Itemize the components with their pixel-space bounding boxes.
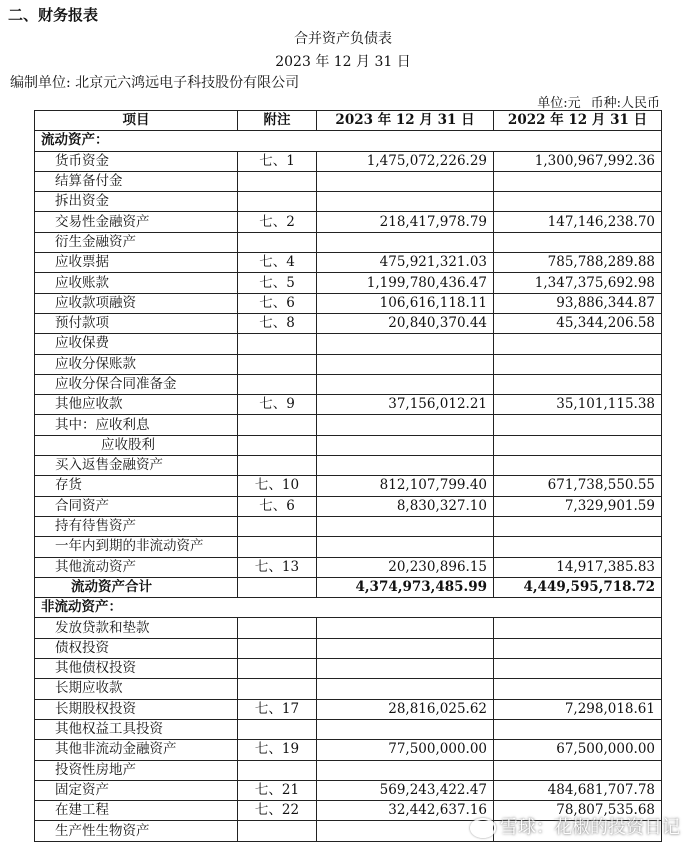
row-item-label: 投资性房地产 [35, 760, 238, 780]
row-item-label: 在建工程 [35, 801, 238, 821]
row-note: 七、22 [238, 801, 317, 821]
table-row [35, 253, 662, 273]
row-value-2023 [317, 374, 494, 394]
table-row [35, 354, 662, 374]
table-row [35, 293, 662, 313]
table-row [35, 516, 662, 536]
row-note: 七、8 [238, 313, 317, 333]
row-note [238, 374, 317, 394]
row-value-2022: 93,886,344.87 [494, 293, 662, 313]
row-item-label: 结算备付金 [35, 171, 238, 191]
row-item-label: 债权投资 [35, 638, 238, 658]
table-row [35, 719, 662, 739]
subtotal-row [35, 577, 662, 597]
row-value-2023: 569,243,422.47 [317, 780, 494, 800]
table-row [35, 618, 662, 638]
table-row [35, 537, 662, 557]
row-item-label: 应收分保合同准备金 [35, 374, 238, 394]
row-note [238, 354, 317, 374]
row-value-2022 [494, 131, 662, 151]
row-value-2023: 106,616,118.11 [317, 293, 494, 313]
row-value-2023: 20,230,896.15 [317, 557, 494, 577]
row-value-2022 [494, 354, 662, 374]
row-value-2022 [494, 618, 662, 638]
row-value-2022: 7,329,901.59 [494, 496, 662, 516]
row-item-label: 非流动资产： [35, 598, 238, 618]
table-row [35, 171, 662, 191]
unit-label: 单位:元 [537, 96, 581, 111]
category-row [35, 598, 662, 618]
table-row [35, 313, 662, 333]
row-note [238, 719, 317, 739]
row-value-2022: 4,449,595,718.72 [494, 577, 662, 597]
row-value-2022 [494, 638, 662, 658]
row-value-2023 [317, 192, 494, 212]
row-note [238, 659, 317, 679]
row-value-2022 [494, 334, 662, 354]
row-value-2023: 812,107,799.40 [317, 476, 494, 496]
table-row [35, 659, 662, 679]
row-value-2022: 671,738,550.55 [494, 476, 662, 496]
row-value-2022 [494, 598, 662, 618]
row-value-2023 [317, 415, 494, 435]
row-value-2023 [317, 354, 494, 374]
row-item-label: 其他权益工具投资 [35, 719, 238, 739]
row-value-2023 [317, 171, 494, 191]
row-value-2022 [494, 192, 662, 212]
row-value-2022: 484,681,707.78 [494, 780, 662, 800]
row-item-label: 交易性金融资产 [35, 212, 238, 232]
row-item-label: 固定资产 [35, 780, 238, 800]
row-value-2022: 1,300,967,992.36 [494, 151, 662, 171]
row-item-label: 长期股权投资 [35, 699, 238, 719]
row-item-label: 应收股利 [35, 435, 238, 455]
row-value-2023 [317, 435, 494, 455]
balance-sheet-table [34, 110, 662, 842]
statement-date: 2023 年 12 月 31 日 [275, 54, 411, 70]
row-value-2022 [494, 679, 662, 699]
section-title: 二、财务报表 [8, 6, 99, 24]
table-row [35, 374, 662, 394]
row-note: 七、2 [238, 212, 317, 232]
table-row [35, 699, 662, 719]
row-item-label: 应收款项融资 [35, 293, 238, 313]
header-2022: 2022 年 12 月 31 日 [494, 111, 662, 131]
table-row [35, 740, 662, 760]
row-value-2023: 28,816,025.62 [317, 699, 494, 719]
row-value-2023: 20,840,370.44 [317, 313, 494, 333]
table-row [35, 476, 662, 496]
row-note [238, 760, 317, 780]
row-note [238, 192, 317, 212]
row-value-2023 [317, 598, 494, 618]
row-note [238, 516, 317, 536]
row-value-2023: 475,921,321.03 [317, 253, 494, 273]
row-value-2022: 14,917,385.83 [494, 557, 662, 577]
row-note [238, 232, 317, 252]
row-item-label: 应收账款 [35, 273, 238, 293]
table-row [35, 232, 662, 252]
table-row [35, 780, 662, 800]
row-value-2022 [494, 374, 662, 394]
row-value-2023 [317, 618, 494, 638]
header-item: 项目 [35, 111, 238, 131]
table-row [35, 192, 662, 212]
row-value-2022 [494, 456, 662, 476]
row-value-2023 [317, 456, 494, 476]
row-note: 七、19 [238, 740, 317, 760]
row-item-label: 持有待售资产 [35, 516, 238, 536]
row-note: 七、6 [238, 293, 317, 313]
row-note: 七、17 [238, 699, 317, 719]
row-value-2023: 218,417,978.79 [317, 212, 494, 232]
row-value-2023: 8,830,327.10 [317, 496, 494, 516]
row-item-label: 其他流动资产 [35, 557, 238, 577]
reporting-entity: 编制单位: 北京元六鸿远电子科技股份有限公司 [10, 75, 300, 91]
row-value-2023 [317, 638, 494, 658]
header-2023: 2023 年 12 月 31 日 [317, 111, 494, 131]
row-item-label: 一年内到期的非流动资产 [35, 537, 238, 557]
currency-label: 币种:人民币 [590, 96, 660, 111]
row-note [238, 679, 317, 699]
row-note: 七、6 [238, 496, 317, 516]
row-value-2023 [317, 821, 494, 841]
row-item-label: 流动资产： [35, 131, 238, 151]
row-note [238, 598, 317, 618]
row-item-label: 应收分保账款 [35, 354, 238, 374]
table-row [35, 334, 662, 354]
row-item-label: 存货 [35, 476, 238, 496]
row-value-2023 [317, 334, 494, 354]
unit-currency-line [537, 92, 660, 111]
row-value-2022 [494, 719, 662, 739]
row-note: 七、13 [238, 557, 317, 577]
row-value-2022: 35,101,115.38 [494, 395, 662, 415]
row-note [238, 435, 317, 455]
row-value-2022 [494, 171, 662, 191]
table-row [35, 760, 662, 780]
snowball-logo-icon [470, 818, 496, 838]
row-value-2023: 32,442,637.16 [317, 801, 494, 821]
row-note [238, 171, 317, 191]
row-value-2023 [317, 516, 494, 536]
row-note: 七、1 [238, 151, 317, 171]
table-row [35, 679, 662, 699]
row-item-label: 其他债权投资 [35, 659, 238, 679]
row-note [238, 415, 317, 435]
row-value-2023 [317, 232, 494, 252]
row-item-label: 其他应收款 [35, 395, 238, 415]
row-note [238, 821, 317, 841]
table-row [35, 557, 662, 577]
row-value-2023 [317, 537, 494, 557]
row-value-2022 [494, 435, 662, 455]
row-value-2022: 7,298,018.61 [494, 699, 662, 719]
row-value-2022 [494, 537, 662, 557]
row-note [238, 638, 317, 658]
statement-title: 合并资产负债表 [294, 31, 392, 47]
row-value-2023: 77,500,000.00 [317, 740, 494, 760]
row-note [238, 456, 317, 476]
watermark-text: 雪球：花椒的投资日记 [500, 817, 680, 838]
row-value-2023: 4,374,973,485.99 [317, 577, 494, 597]
row-item-label: 买入返售金融资产 [35, 456, 238, 476]
row-item-label: 其中：应收利息 [35, 415, 238, 435]
table-header-row [35, 111, 662, 131]
row-value-2022 [494, 516, 662, 536]
row-note: 七、21 [238, 780, 317, 800]
watermark [470, 813, 680, 839]
row-value-2022: 785,788,289.88 [494, 253, 662, 273]
row-value-2023 [317, 659, 494, 679]
row-note [238, 577, 317, 597]
row-note [238, 334, 317, 354]
row-value-2023 [317, 679, 494, 699]
row-value-2022 [494, 760, 662, 780]
row-item-label: 发放贷款和垫款 [35, 618, 238, 638]
row-value-2022: 78,807,535.68 [494, 801, 662, 821]
row-value-2022: 67,500,000.00 [494, 740, 662, 760]
row-note: 七、5 [238, 273, 317, 293]
row-value-2022: 1,347,375,692.98 [494, 273, 662, 293]
row-item-label: 货币资金 [35, 151, 238, 171]
table-row [35, 435, 662, 455]
row-note: 七、9 [238, 395, 317, 415]
row-value-2023 [317, 131, 494, 151]
row-value-2023: 1,199,780,436.47 [317, 273, 494, 293]
row-item-label: 拆出资金 [35, 192, 238, 212]
table-row [35, 273, 662, 293]
row-value-2022: 147,146,238.70 [494, 212, 662, 232]
row-note: 七、4 [238, 253, 317, 273]
table-body [35, 131, 662, 841]
row-item-label: 合同资产 [35, 496, 238, 516]
row-item-label: 衍生金融资产 [35, 232, 238, 252]
row-item-label: 应收票据 [35, 253, 238, 273]
table-row [35, 456, 662, 476]
row-value-2023: 37,156,012.21 [317, 395, 494, 415]
row-item-label: 流动资产合计 [35, 577, 238, 597]
table-row [35, 496, 662, 516]
table-row [35, 151, 662, 171]
table-row [35, 395, 662, 415]
row-value-2023 [317, 719, 494, 739]
row-value-2022 [494, 232, 662, 252]
row-value-2023: 1,475,072,226.29 [317, 151, 494, 171]
table-row [35, 415, 662, 435]
row-value-2022: 45,344,206.58 [494, 313, 662, 333]
header-note: 附注 [238, 111, 317, 131]
row-note [238, 131, 317, 151]
table-row [35, 212, 662, 232]
table-row [35, 638, 662, 658]
row-item-label: 长期应收款 [35, 679, 238, 699]
row-note [238, 537, 317, 557]
row-item-label: 其他非流动金融资产 [35, 740, 238, 760]
row-note [238, 618, 317, 638]
row-value-2022 [494, 415, 662, 435]
category-row [35, 131, 662, 151]
row-item-label: 生产性生物资产 [35, 821, 238, 841]
row-item-label: 应收保费 [35, 334, 238, 354]
row-value-2022 [494, 659, 662, 679]
row-value-2023 [317, 760, 494, 780]
row-item-label: 预付款项 [35, 313, 238, 333]
row-note: 七、10 [238, 476, 317, 496]
